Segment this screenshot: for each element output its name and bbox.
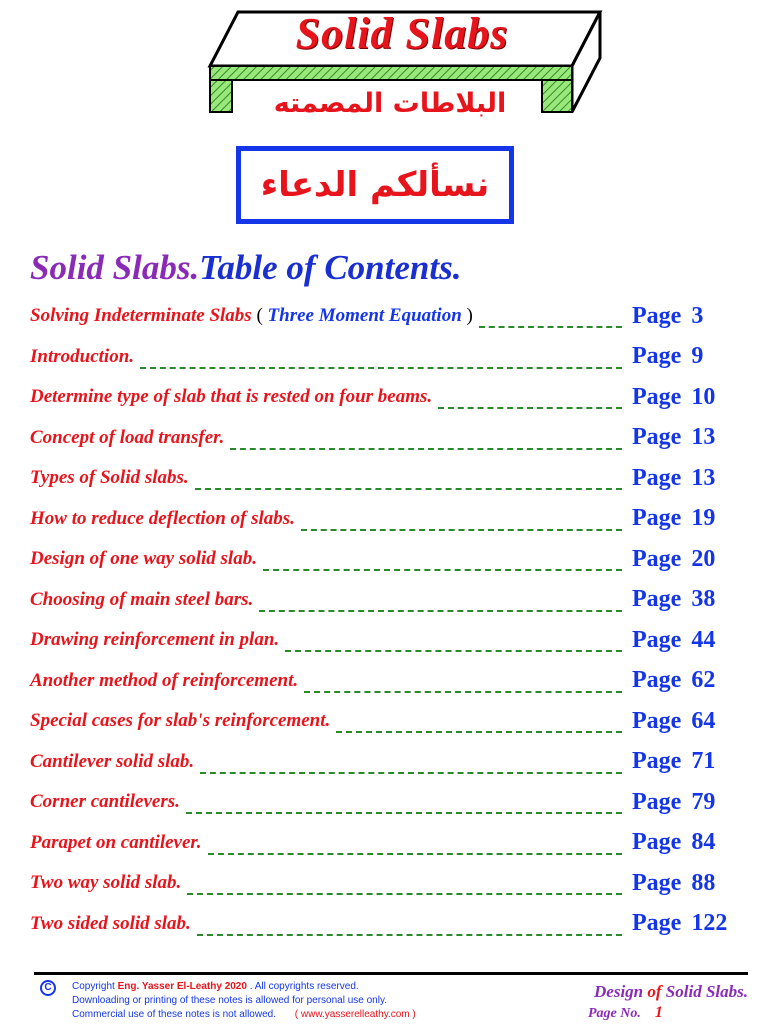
dotted-leader [186, 812, 622, 814]
toc-entry[interactable] [30, 499, 750, 539]
toc-entry-title: Drawing reinforcement in plan. [30, 629, 280, 650]
toc-entry[interactable] [30, 418, 750, 458]
toc-entry[interactable] [30, 904, 750, 944]
arabic-subtitle: البلاطات المصمته [273, 88, 507, 119]
dotted-leader [200, 772, 622, 774]
prayer-text: نسألكم الدعاء [260, 165, 490, 205]
toc-entry-title: Choosing of main steel bars. [30, 588, 254, 610]
usage-note: Downloading or printing of these notes is allowed for personal use only. [72, 995, 387, 1006]
dotted-leader [479, 326, 622, 328]
dotted-leader [263, 569, 622, 571]
copyright-icon: C [40, 980, 56, 996]
toc-entry-page: Page 122 [632, 910, 728, 936]
toc-entry-page: Page 20 [632, 545, 716, 572]
toc-entry-page: Page 3 [632, 302, 704, 329]
toc-entry-note: Three Moment Equation [267, 305, 462, 326]
commercial-note: Commercial use of these notes is not allowed. ( www.yasserelleathy.com ) [72, 1009, 416, 1020]
dotted-leader [285, 650, 622, 652]
document-title: Solid Slabs [295, 9, 509, 58]
toc-entry[interactable] [30, 661, 750, 701]
toc-entry-page: Page 10 [632, 383, 716, 410]
toc-heading [30, 248, 461, 288]
toc-entry[interactable] [30, 296, 750, 336]
slab-graphic [0, 0, 768, 140]
dotted-leader [438, 407, 622, 409]
footer-notes [72, 980, 492, 1022]
footer-page-number: Page No. 1 [588, 1004, 663, 1021]
toc-entry-page: Page 88 [632, 869, 716, 896]
toc-entry-title: Introduction. [30, 345, 135, 367]
toc-entry-title: Two way solid slab. [30, 872, 182, 893]
toc-entry[interactable] [30, 539, 750, 579]
dotted-leader [197, 934, 622, 936]
toc-entry[interactable] [30, 701, 750, 741]
copyright-line: Copyright Eng. Yasser El-Leathy 2020 . All copyrights reserved. [72, 981, 359, 992]
dotted-leader [187, 893, 622, 895]
toc-entry[interactable] [30, 782, 750, 822]
toc-entry[interactable] [30, 580, 750, 620]
dotted-leader [336, 731, 622, 733]
toc-entry-page: Page 84 [632, 829, 716, 855]
toc-entry[interactable] [30, 377, 750, 417]
dotted-leader [301, 529, 622, 531]
toc-entry-title: Special cases for slab's reinforcement. [30, 710, 331, 731]
toc-entry-page: Page 62 [632, 667, 716, 693]
dotted-leader [304, 691, 622, 693]
dotted-leader [230, 448, 622, 450]
toc-entry[interactable] [30, 620, 750, 660]
toc-entry-title: Corner cantilevers. [30, 791, 180, 812]
toc-heading-label: Table of Contents. [199, 248, 462, 287]
toc-entry-title: Two sided solid slab. [30, 912, 191, 934]
toc-entry-page: Page 44 [632, 626, 716, 653]
toc-entry-page: Page 79 [632, 788, 716, 815]
footer-brand: Design of Solid Slabs. [594, 982, 748, 1001]
website-link[interactable]: ( www.yasserelleathy.com ) [294, 1009, 416, 1020]
dotted-leader [259, 610, 622, 612]
dotted-leader [208, 853, 622, 855]
toc-entry-page: Page 9 [632, 343, 704, 369]
toc-entry-title: Parapet on cantilever. [30, 831, 202, 853]
toc-entry[interactable] [30, 337, 750, 377]
toc-entry-title: Another method of reinforcement. [30, 669, 299, 691]
toc-entry-page: Page 13 [632, 424, 716, 450]
toc-entry[interactable] [30, 742, 750, 782]
toc-entry-page: Page 64 [632, 707, 716, 734]
toc-entry[interactable] [30, 823, 750, 863]
toc-entry-title: Solving Indeterminate Slabs ( Three Moment Equation ) [30, 305, 473, 326]
footer-divider [34, 972, 748, 975]
toc-heading-subject: Solid Slabs. [30, 248, 200, 287]
author-name: Eng. Yasser El-Leathy [117, 981, 222, 992]
toc-entry[interactable] [30, 458, 750, 498]
dotted-leader [140, 367, 622, 369]
toc-entry-title: Cantilever solid slab. [30, 750, 195, 772]
toc-entry-title: Concept of load transfer. [30, 426, 225, 448]
toc-entry-title: Types of Solid slabs. [30, 467, 189, 488]
toc-entry-page: Page 19 [632, 505, 716, 531]
toc-entry[interactable] [30, 863, 750, 903]
dotted-leader [195, 488, 622, 490]
prayer-box [236, 146, 514, 224]
toc-entry-page: Page 13 [632, 464, 716, 491]
toc-entry-title: Design of one way solid slab. [30, 548, 257, 569]
toc-entry-page: Page 38 [632, 586, 716, 612]
toc-entry-title: How to reduce deflection of slabs. [30, 507, 295, 529]
toc-entry-title: Determine type of slab that is rested on four beams. [30, 386, 433, 407]
toc-entry-page: Page 71 [632, 748, 716, 774]
